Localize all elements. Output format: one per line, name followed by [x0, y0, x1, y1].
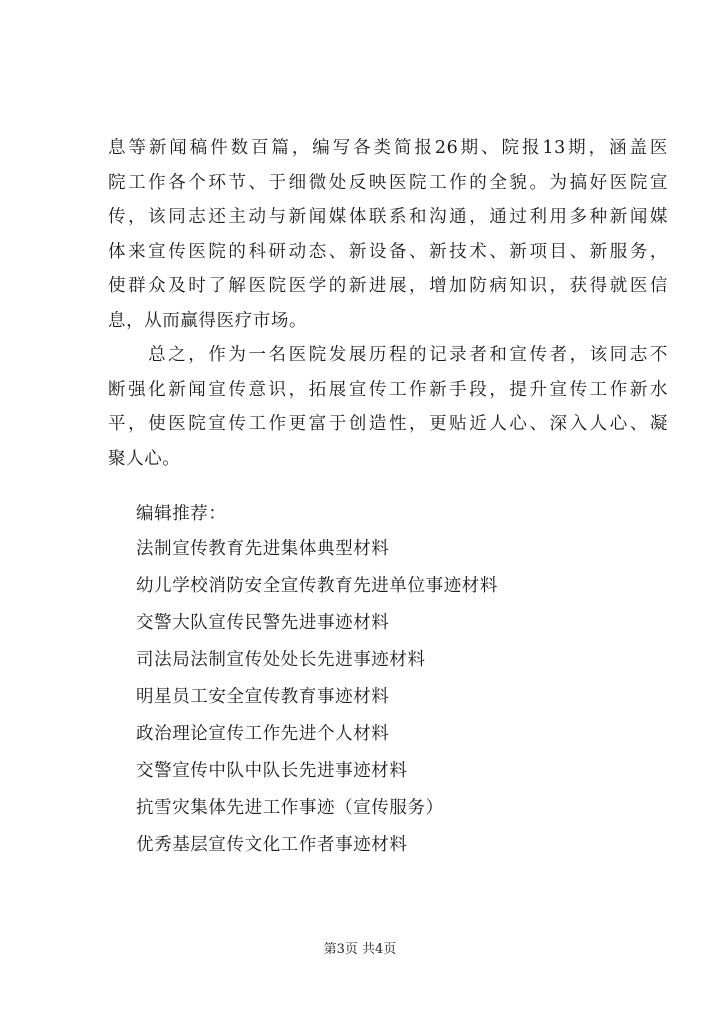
paragraph-line: 断强化新闻宣传意识，拓展宣传工作新手段，提升宣传工作新水	[108, 379, 668, 400]
paragraph-line: 息等新闻稿件数百篇，编写各类简报26期、院报13期，涵盖医	[108, 138, 668, 158]
paragraph-line: 体来宣传医院的科研动态、新设备、新技术、新项目、新服务，	[108, 241, 668, 262]
recommendation-link[interactable]: 交警大队宣传民警先进事迹材料	[136, 613, 390, 633]
page-number-footer: 第3页 共4页	[323, 942, 397, 957]
body-text	[108, 131, 668, 476]
recommendations-list	[136, 531, 498, 864]
paragraph-1	[108, 131, 668, 338]
recommendation-link[interactable]: 司法局法制宣传处处长先进事迹材料	[136, 650, 426, 670]
recommendation-link[interactable]: 幼儿学校消防安全宣传教育先进单位事迹材料	[136, 576, 498, 596]
recommendation-link[interactable]: 法制宣传教育先进集体典型材料	[136, 539, 390, 559]
paragraph-2	[108, 338, 668, 476]
recommendation-link[interactable]: 优秀基层宣传文化工作者事迹材料	[136, 835, 408, 855]
paragraph-line: 平，使医院宣传工作更富于创造性，更贴近人心、深入人心、凝	[108, 414, 668, 434]
recommendation-link[interactable]: 交警宣传中队中队长先进事迹材料	[136, 761, 408, 781]
paragraph-line: 总之，作为一名医院发展历程的记录者和宣传者，该同志不	[108, 345, 668, 365]
recommendation-link[interactable]: 抗雪灾集体先进工作事迹（宣传服务）	[136, 798, 444, 818]
recommendation-link[interactable]: 明星员工安全宣传教育事迹材料	[136, 687, 390, 707]
paragraph-line: 使群众及时了解医院医学的新进展，增加防病知识，获得就医信	[108, 276, 668, 296]
paragraph-line: 聚人心。	[108, 448, 181, 469]
paragraph-line: 传，该同志还主动与新闻媒体联系和沟通，通过利用多种新闻媒	[108, 207, 668, 227]
recommendations-heading: 编辑推荐：	[136, 504, 227, 524]
recommendation-link[interactable]: 政治理论宣传工作先进个人材料	[136, 724, 390, 744]
paragraph-line: 息，从而赢得医疗市场。	[108, 310, 308, 331]
paragraph-line: 院工作各个环节、于细微处反映医院工作的全貌。为搞好医院宣	[108, 172, 668, 193]
